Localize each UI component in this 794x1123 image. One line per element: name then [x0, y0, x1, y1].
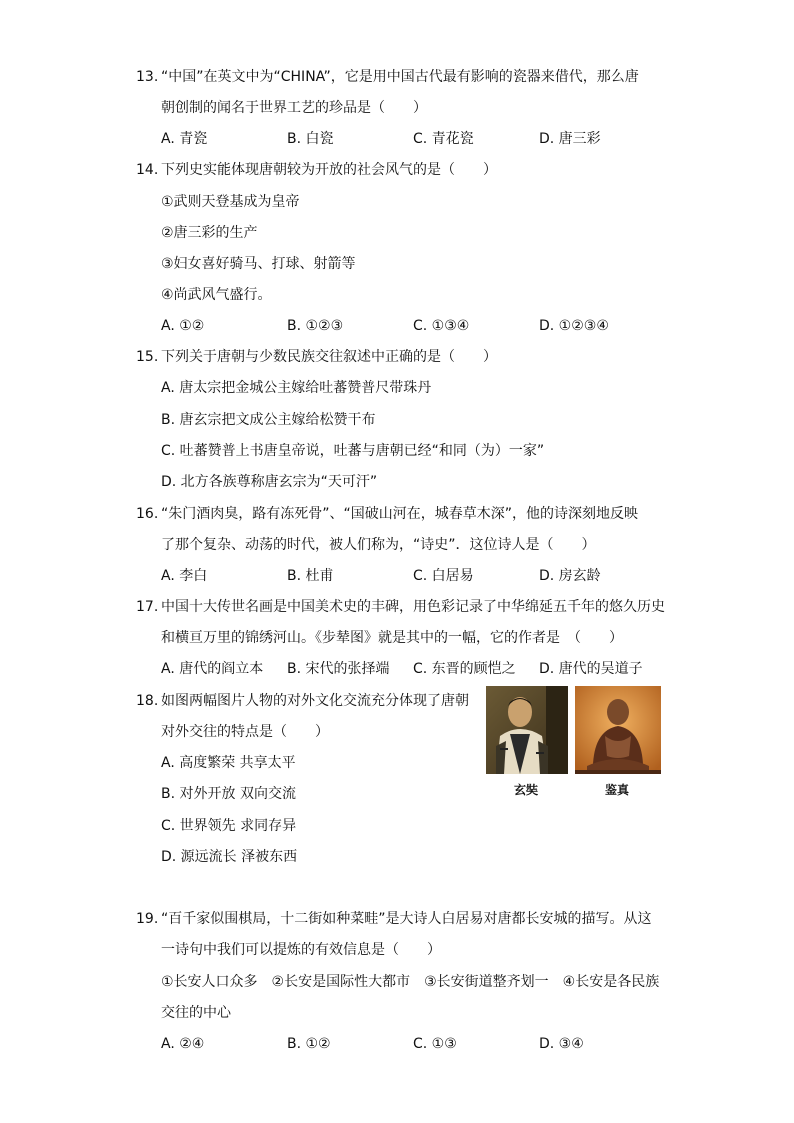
question-13-option-a[interactable]: A. 青瓷	[161, 131, 208, 147]
question-18-option-a[interactable]: A. 高度繁荣 共享太平	[161, 755, 296, 771]
jianzhen-statue-image	[575, 686, 661, 774]
question-16-option-b[interactable]: B. 杜甫	[287, 568, 334, 584]
question-17-stem-line-2: 和横亘万里的锦绣河山。《步辇图》就是其中的一幅，它的作者是 （ ）	[161, 630, 623, 646]
question-14-stem-line-2: ①武则天登基成为皇帝	[161, 194, 300, 210]
question-17-option-c[interactable]: C. 东晋的顾恺之	[413, 661, 516, 677]
question-14-number: 14.	[136, 162, 159, 178]
question-19-stem-line-1: “百千家似围棋局，十二街如种菜畦”是大诗人白居易对唐都长安城的描写。从这	[161, 911, 652, 927]
question-19-stem-line-4: 交往的中心	[161, 1005, 231, 1021]
question-19-option-c[interactable]: C. ①③	[413, 1036, 457, 1052]
question-15-option-b[interactable]: B. 唐玄宗把文成公主嫁给松赞干布	[161, 412, 376, 428]
question-14-stem-line-3: ②唐三彩的生产	[161, 225, 258, 241]
xuanzang-caption: 玄奘	[514, 783, 539, 797]
question-13-stem-line-1: “中国”在英文中为“CHINA”，它是用中国古代最有影响的瓷器来借代，那么唐	[161, 69, 639, 85]
question-15-option-d[interactable]: D. 北方各族尊称唐玄宗为“天可汗”	[161, 474, 378, 490]
question-17-option-a[interactable]: A. 唐代的阎立本	[161, 661, 264, 677]
question-19-stem-line-3: ①长安人口众多 ②长安是国际性大都市 ③长安街道整齐划一 ④长安是各民族	[161, 974, 660, 990]
question-16-option-a[interactable]: A. 李白	[161, 568, 208, 584]
question-14-option-d[interactable]: D. ①②③④	[539, 318, 609, 334]
question-16-option-d[interactable]: D. 房玄龄	[539, 568, 601, 584]
question-14-stem-line-4: ③妇女喜好骑马、打球、射箭等	[161, 256, 356, 272]
question-19-stem-line-2: 一诗句中我们可以提炼的有效信息是（ ）	[161, 942, 441, 958]
question-15-option-a[interactable]: A. 唐太宗把金城公主嫁给吐蕃赞普尺带珠丹	[161, 380, 432, 396]
question-15-stem-line-1: 下列关于唐朝与少数民族交往叙述中正确的是（ ）	[161, 349, 497, 365]
question-19-number: 19.	[136, 911, 159, 927]
question-17-number: 17.	[136, 599, 159, 615]
xuanzang-portrait-image	[486, 686, 568, 774]
question-16-number: 16.	[136, 506, 159, 522]
question-14-stem-line-1: 下列史实能体现唐朝较为开放的社会风气的是（ ）	[161, 162, 497, 178]
question-16-stem-line-2: 了那个复杂、动荡的时代，被人们称为，“诗史”．这位诗人是（ ）	[161, 537, 596, 553]
question-16-option-c[interactable]: C. 白居易	[413, 568, 474, 584]
question-13-option-b[interactable]: B. 白瓷	[287, 131, 334, 147]
question-13-stem-line-2: 朝创制的闻名于世界工艺的珍品是（ ）	[161, 100, 427, 116]
question-17-option-d[interactable]: D. 唐代的吴道子	[539, 661, 643, 677]
jianzhen-caption: 鉴真	[605, 783, 630, 797]
question-13-number: 13.	[136, 69, 159, 85]
question-19-option-a[interactable]: A. ②④	[161, 1036, 205, 1052]
question-13-option-c[interactable]: C. 青花瓷	[413, 131, 474, 147]
question-18-stem-line-1: 如图两幅图片人物的对外文化交流充分体现了唐朝	[161, 693, 469, 709]
question-18-option-b[interactable]: B. 对外开放 双向交流	[161, 786, 296, 802]
question-18-option-c[interactable]: C. 世界领先 求同存异	[161, 818, 297, 834]
question-18-option-d[interactable]: D. 源远流长 泽被东西	[161, 849, 298, 865]
question-13-option-d[interactable]: D. 唐三彩	[539, 131, 601, 147]
question-14-option-c[interactable]: C. ①③④	[413, 318, 470, 334]
question-14-option-a[interactable]: A. ①②	[161, 318, 205, 334]
question-18-number: 18.	[136, 693, 159, 709]
question-14-stem-line-5: ④尚武风气盛行。	[161, 287, 272, 303]
question-19-option-b[interactable]: B. ①②	[287, 1036, 331, 1052]
question-14-option-b[interactable]: B. ①②③	[287, 318, 344, 334]
question-15-option-c[interactable]: C. 吐蕃赞普上书唐皇帝说，吐蕃与唐朝已经“和同（为）一家”	[161, 443, 545, 459]
question-15-number: 15.	[136, 349, 159, 365]
question-17-stem-line-1: 中国十大传世名画是中国美术史的丰碑，用色彩记录了中华绵延五千年的悠久历史	[161, 599, 665, 615]
question-18-stem-line-2: 对外交往的特点是（ ）	[161, 724, 329, 740]
question-16-stem-line-1: “朱门酒肉臭，路有冻死骨”、“国破山河在，城春草木深”，他的诗深刻地反映	[161, 506, 639, 522]
question-19-option-d[interactable]: D. ③④	[539, 1036, 584, 1052]
question-17-option-b[interactable]: B. 宋代的张择端	[287, 661, 390, 677]
